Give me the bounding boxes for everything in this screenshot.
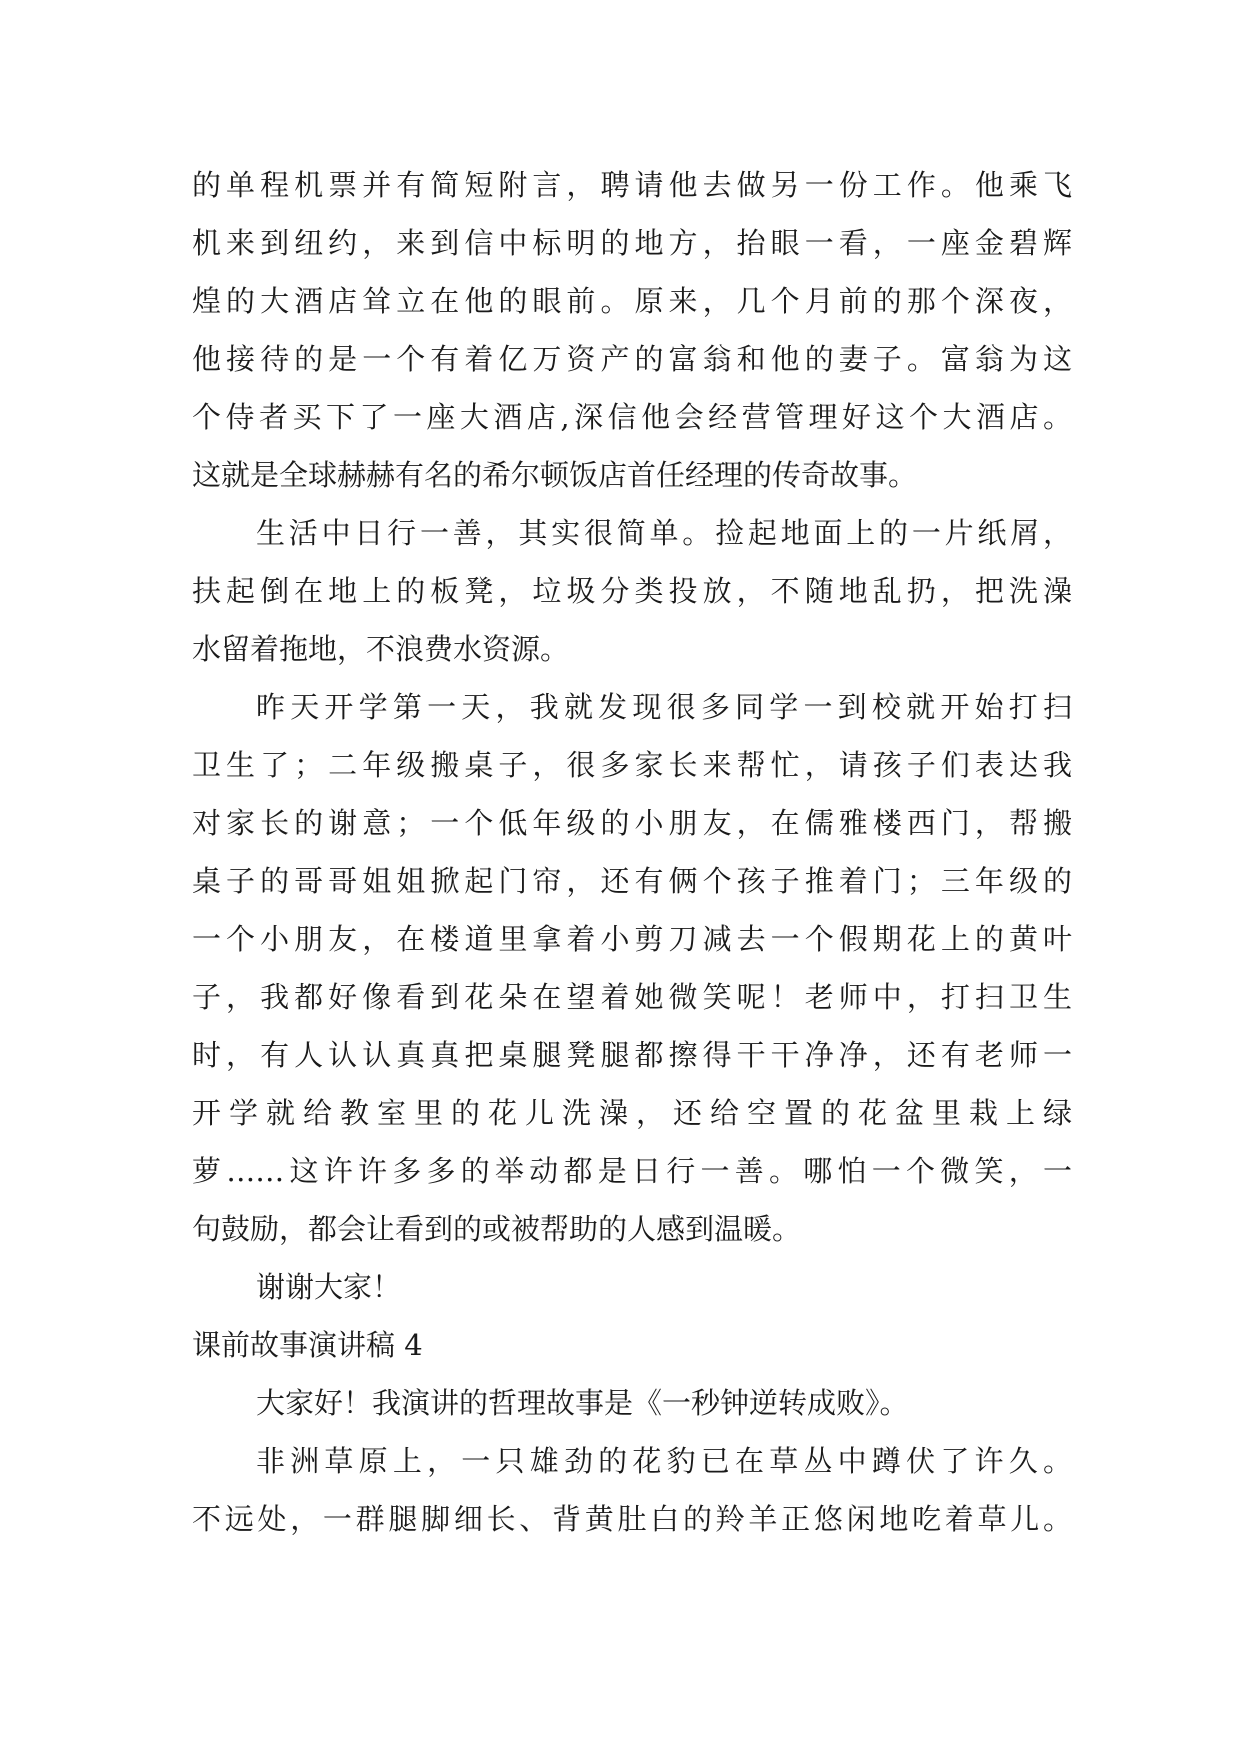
text-line: 扶起倒在地上的板凳，垃圾分类投放，不随地乱扔，把洗澡 — [192, 574, 1072, 608]
text-line: 萝……这许许多多的举动都是日行一善。哪怕一个微笑，一 — [192, 1154, 1072, 1188]
text-line: 一个小朋友，在楼道里拿着小剪刀减去一个假期花上的黄叶 — [192, 922, 1072, 956]
text-line: 个侍者买下了一座大酒店,深信他会经营管理好这个大酒店。 — [192, 400, 1072, 434]
section-heading: 课前故事演讲稿 4 — [192, 1328, 423, 1362]
text-line: 煌的大酒店耸立在他的眼前。原来，几个月前的那个深夜， — [192, 284, 1072, 318]
text-line: 开学就给教室里的花儿洗澡，还给空置的花盆里栽上绿 — [192, 1096, 1072, 1130]
text-line: 句鼓励，都会让看到的或被帮助的人感到温暖。 — [192, 1212, 802, 1246]
closing-line: 谢谢大家！ — [256, 1270, 402, 1304]
text-line: 他接待的是一个有着亿万资产的富翁和他的妻子。富翁为这 — [192, 342, 1072, 376]
document-body — [192, 156, 1072, 1548]
text-line: 对家长的谢意；一个低年级的小朋友，在儒雅楼西门，帮搬 — [192, 806, 1072, 840]
paragraph-start-line: 非洲草原上，一只雄劲的花豹已在草丛中蹲伏了许久。 — [256, 1444, 1072, 1478]
text-line: 机来到纽约，来到信中标明的地方，抬眼一看，一座金碧辉 — [192, 226, 1072, 260]
text-line: 卫生了；二年级搬桌子，很多家长来帮忙，请孩子们表达我 — [192, 748, 1072, 782]
text-line: 的单程机票并有简短附言，聘请他去做另一份工作。他乘飞 — [192, 168, 1072, 202]
text-line: 这就是全球赫赫有名的希尔顿饭店首任经理的传奇故事。 — [192, 458, 918, 492]
text-line: 子，我都好像看到花朵在望着她微笑呢！老师中，打扫卫生 — [192, 980, 1072, 1014]
paragraph-start-line: 昨天开学第一天，我就发现很多同学一到校就开始打扫 — [256, 690, 1072, 724]
text-line: 桌子的哥哥姐姐掀起门帘，还有俩个孩子推着门；三年级的 — [192, 864, 1072, 898]
text-line: 不远处，一群腿脚细长、背黄肚白的羚羊正悠闲地吃着草儿。 — [192, 1502, 1072, 1536]
text-line: 时，有人认认真真把桌腿凳腿都擦得干干净净，还有老师一 — [192, 1038, 1072, 1072]
paragraph-start-line: 大家好！我演讲的哲理故事是《一秒钟逆转成败》。 — [256, 1386, 909, 1420]
text-line: 水留着拖地，不浪费水资源。 — [192, 632, 570, 666]
paragraph-start-line: 生活中日行一善，其实很简单。捡起地面上的一片纸屑， — [256, 516, 1072, 550]
